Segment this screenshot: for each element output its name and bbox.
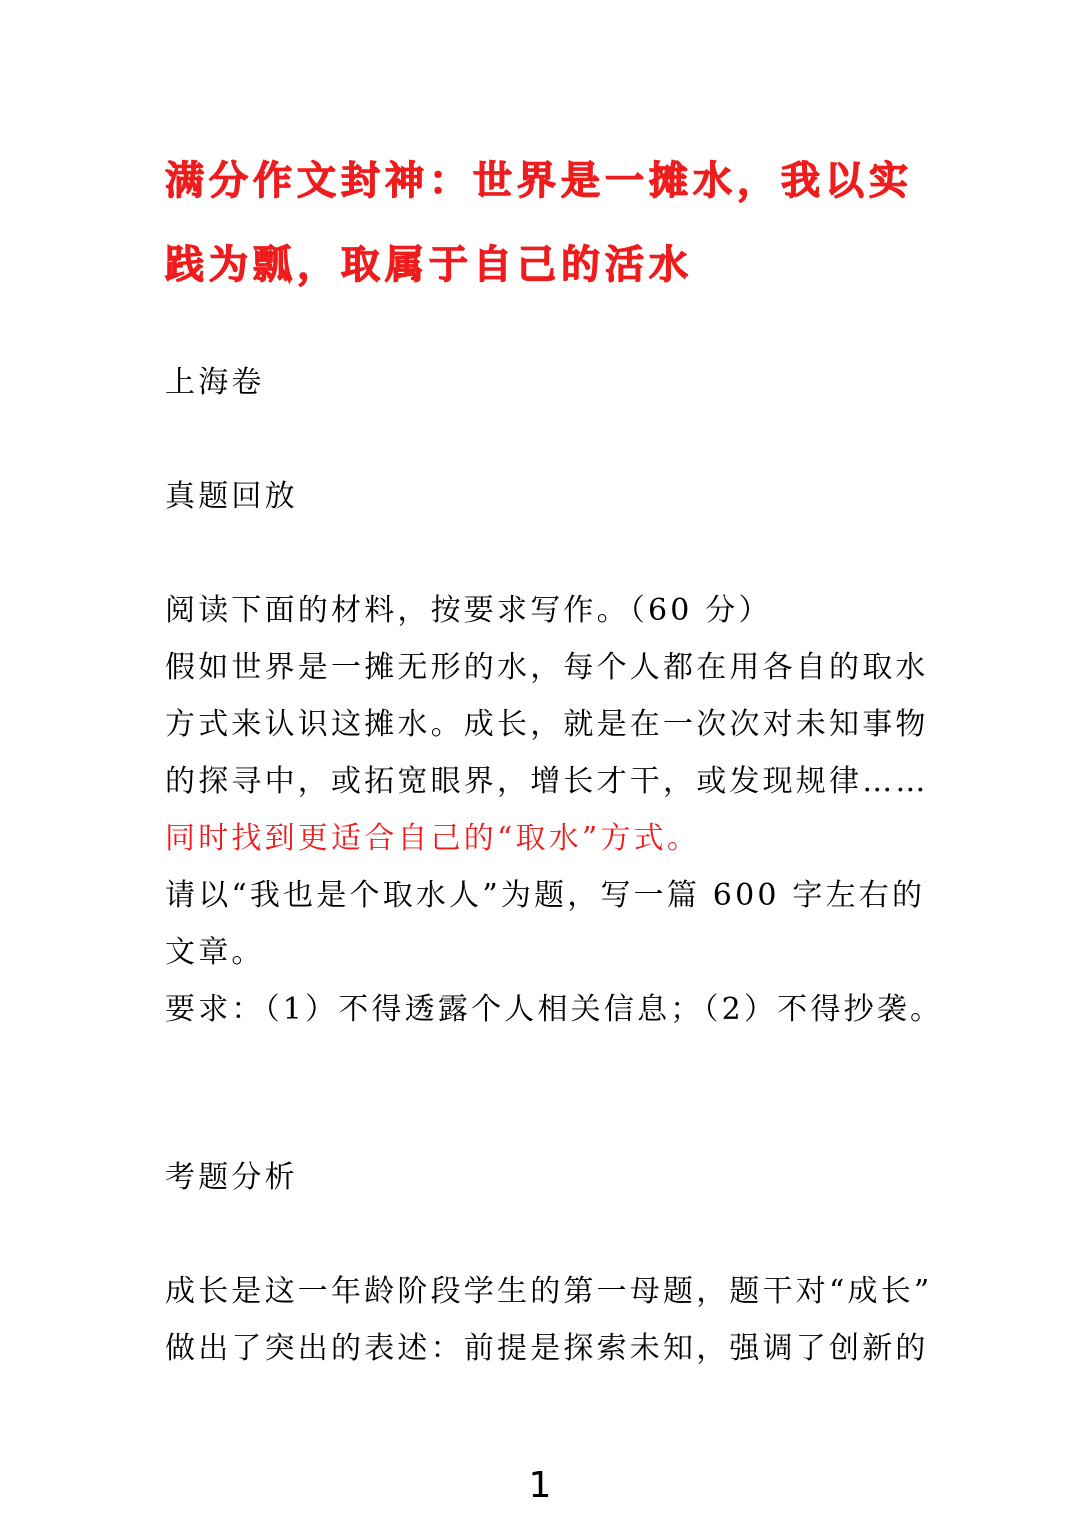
prompt-line-5: 请以“我也是个取水人”为题，写一篇 600 字左右的: [165, 878, 926, 913]
section-heading-review: 真题回放: [165, 479, 298, 514]
prompt-highlight-line: 同时找到更适合自己的“取水”方式。: [165, 821, 701, 856]
region-label: 上海卷: [165, 365, 265, 400]
prompt-requirements: 要求：（1）不得透露个人相关信息；（2）不得抄袭。: [165, 992, 944, 1027]
analysis-line-1: 成长是这一年龄阶段学生的第一母题，题干对“成长”: [165, 1274, 933, 1309]
article-title: [165, 140, 925, 308]
page-number: 1: [528, 1465, 552, 1506]
title-line-1: 满分作文封神：世界是一摊水，我以实: [165, 159, 914, 204]
analysis-line-2: 做出了突出的表述：前提是探索未知，强调了创新的: [165, 1331, 929, 1366]
title-line-2: 践为瓢，取属于自己的活水: [165, 243, 694, 288]
prompt-line-6: 文章。: [165, 935, 265, 970]
section-heading-analysis: 考题分析: [165, 1160, 298, 1195]
prompt-instruction: 阅读下面的材料，按要求写作。（60 分）: [165, 593, 772, 628]
prompt-line-2: 方式来认识这摊水。成长，就是在一次次对未知事物: [165, 707, 929, 742]
prompt-line-1: 假如世界是一摊无形的水，每个人都在用各自的取水: [165, 650, 929, 685]
prompt-line-3: 的探寻中，或拓宽眼界，增长才干，或发现规律……: [165, 764, 929, 799]
